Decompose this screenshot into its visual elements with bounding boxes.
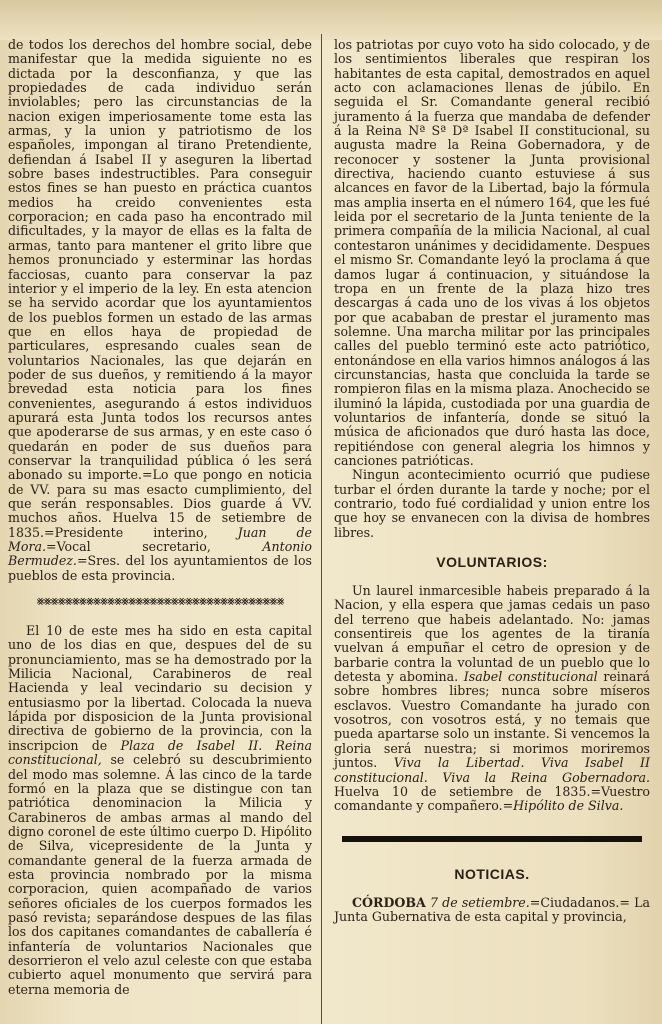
right-column bbox=[334, 38, 650, 924]
cordoba-news: CÓRDOBA 7 de setiembre.=Ciudadanos.= La Junta Gubernativa de esta capital y provincia, bbox=[334, 894, 650, 924]
inauguration-report: El 10 de este mes ha sido en esta capital uno de los dias en que, despues del de su pronunciamiento, mas se ha demostrado por la Milicia Nacional, Carabineros de real Hacienda y leal vecindario su decision y entusiasmo por la libertad. Colocada la nueva lápida por disposicion de la Junta provisional directiva de gobierno de la provincia, con la inscripcion de Plaza de Isabel II. Reina constitucional, se celebró su descubrimiento del modo mas solemne. Á las cinco de la tarde formó en la plaza que se distingue con tan patriótica denominacion la Milicia y Carabineros de ambas armas al mando del digno coronel de este último cuerpo D. Hipólito de Silva, vicepresidente de la Junta y comandante general de la fuerza armada de esta provincia nombrado por la misma corporacion, quien acompañado de varios señores oficiales de los cuerpos formados les pasó revista; separándose despues de las filas los dos capitanes comandantes de caballería é infantería de voluntarios Nacionales que desorrieron el velo azul celeste con que estaba cubierto aquel monumento que servirá para eterna memoria de bbox=[8, 623, 312, 997]
proclamation-text: Un laurel inmarcesible habeis preparado á la Nacion, y ella espera que jamas cedais un paso del terreno que habeis adelantado. No: jamas consentireis que los agentes de la tiranía vuelvan á empuñar el cetro de opresion y de barbarie contra la voluntad de un pueblo que lo detesta y abomina. Isabel constitucional reinará sobre hombres libres; nunca sobre míseros esclavos. Vuestro Comandante ha jurado con vosotros, con vosotros está, y no temais que pueda apartarse solo un instante. Si vencemos la gloria será nuestra; si morimos moriremos juntos. Viva la Libertad. Viva Isabel II constitucional. Viva la Reina Gobernadora. Huelva 10 de setiembre de 1835.=Vuestro comandante y compañero.=Hipólito de Silva. bbox=[334, 583, 650, 814]
report-ending: Ningun acontecimiento ocurrió que pudiese turbar el órden durante la tarde y noche; por el contrario, todo fué cordialidad y union entre los que hoy se envanecen con la divisa de hombres libres. bbox=[334, 467, 650, 540]
circular-text: de todos los derechos del hombre social, debe manifestar que la medida siguiente no es dictada por la desconfianza, y que las propiedades de cada individuo serán inviolables; pero las circunstancias de la nacion exigen imperiosamente tome esta las armas, y la union y patriotismo de los españoles, impongan al tirano Pretendiente, defiendan á Isabel II y aseguren la libertad sobre bases indestructibles. Para conseguir estos fines se han puesto en práctica cuantos medios ha creido convenientes esta corporacion; en cada paso ha encontrado mil dificultades, y la mayor de ellas es la falta de armas, tanto para mantener el grito libre que hemos pronunciado y esterminar las hordas facciosas, cuanto para conservar la paz interior y el imperio de la ley. En esta atencion se ha servido acordar que los ayuntamientos de los pueblos formen un estado de las armas que en ellos haya de propiedad de particulares, espresando cuales sean de voluntarios Nacionales, las que dejarán en poder de sus dueños, y remitiendo á la mayor brevedad esta noticia para los fines convenientes, asegurando á estos individuos apurará esta Junta todos los recursos antes que apoderarse de sus armas, y en este caso ó quedarán en poder de sus dueños para conservar la tranquilidad pública ó les será abonado su importe.=Lo que pongo en noticia de VV. para su mas esacto cumplimiento, del que serán responsables. Dios guarde á VV. muchos años. Huelva 15 de setiembre de 1835.=Presidente interino, Juan de Mora.=Vocal secretario, Antonio Bermudez.=Sres. del los ayuntamientos de los pueblos de esta provincia. bbox=[8, 37, 312, 583]
cordoba-date: 7 de setiembre. bbox=[429, 894, 530, 910]
viva-acclamations: Viva la Libertad. Viva Isabel II constitucional. Viva la Reina Gobernadora. bbox=[334, 755, 650, 785]
section-rule bbox=[342, 836, 642, 842]
signature-president: Juan de Mora. bbox=[8, 524, 312, 555]
noticias-heading: NOTICIAS. bbox=[454, 865, 530, 882]
plaza-inscription: Plaza de Isabel II. Reina constitucional, bbox=[8, 737, 312, 768]
left-column bbox=[8, 38, 312, 997]
signature-secretary: Antonio Bermudez. bbox=[8, 539, 312, 569]
voluntarios-heading: VOLUNTARIOS: bbox=[436, 554, 548, 571]
cordoba-dateline: CÓRDOBA bbox=[352, 894, 426, 910]
decorative-ornament-rule: ⨳⨳⨳⨳⨳⨳⨳⨳⨳⨳⨳⨳⨳⨳⨳⨳⨳⨳⨳⨳⨳⨳⨳⨳⨳⨳⨳⨳⨳⨳⨳⨳⨳⨳⨳ bbox=[36, 594, 284, 610]
report-continuation: los patriotas por cuyo voto ha sido colocado, y de los sentimientos liberales que respiran los habitantes de esta capital, demostrados en aquel acto con aclamaciones llenas de júbilo. En seguida el Sr. Comandante general recibió juramento á la fuerza que mandaba de defender á la Reina Nª Sª Dª Isabel II constitucional, su augusta madre la Reina Gobernadora, y de reconocer y sostener la Junta provisional directiva, haciendo cuanto estuviese á sus alcances en favor de la Libertad, bajo la fórmula mas amplia inserta en el número 164, que les fué leida por el secretario de la Junta teniente de la primera compañía de la milicia Nacional, al cual contestaron unánimes y decididamente. Despues el mismo Sr. Comandante leyó la proclama á que damos lugar á continuacion, y situándose la tropa en un frente de la plaza hizo tres descargas á cada uno de los vivas á los objetos por que acababan de prestar el juramento mas solemne. Una marcha militar por las principales calles del pueblo terminó este acto patriótico, entonándose en ella varios himnos análogos á las circunstancias, hasta que concluida la tarde se rompieron filas en la misma plaza. Anochecido se iluminó la lápida, custodiada por una guardia de voluntarios de infantería, donde se situó la música de aficionados que duró hasta las doce, repitiéndose con general alegria los himnos y canciones patrióticas. bbox=[334, 37, 650, 468]
isabel-constitucional: Isabel constitucional bbox=[463, 669, 598, 685]
column-divider bbox=[321, 34, 322, 1024]
signature-silva: Hipólito de Silva. bbox=[513, 798, 624, 814]
page-top-edge bbox=[0, 0, 662, 40]
